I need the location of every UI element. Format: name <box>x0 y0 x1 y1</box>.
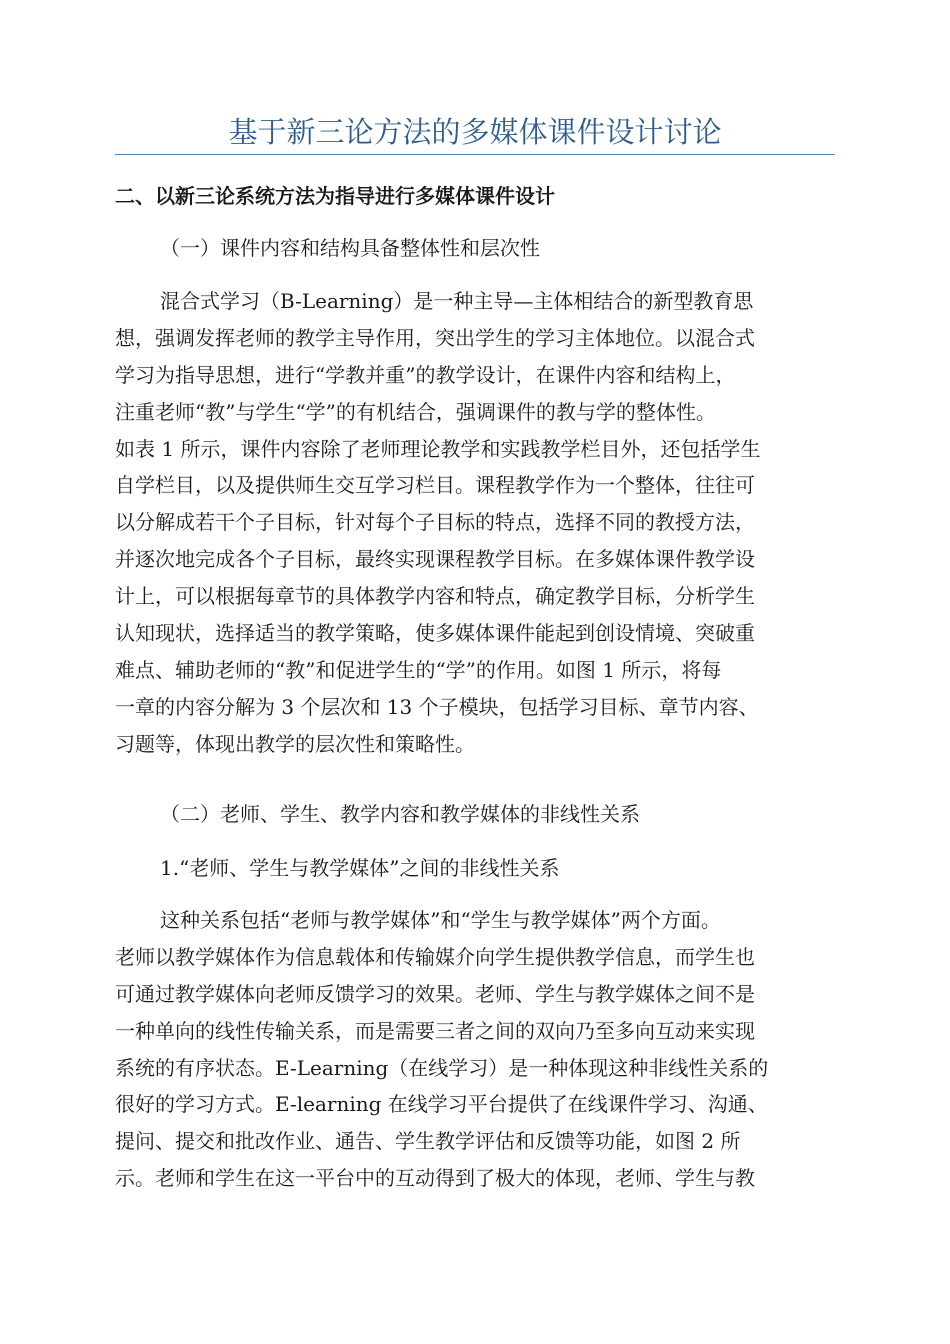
paragraph-1 <box>115 283 835 763</box>
paragraph-line: 这种关系包括“老师与教学媒体”和“学生与教学媒体”两个方面。 <box>160 908 721 932</box>
paragraph-line: 难点、辅助老师的“教”和促进学生的“学”的作用。如图 1 所示，将每 <box>115 657 722 682</box>
paragraph-line: 并逐次地完成各个子目标，最终实现课程教学目标。在多媒体课件教学设 <box>115 547 755 572</box>
paragraph-line: 很好的学习方式。E-learning 在线学习平台提供了在线课件学习、沟通、 <box>115 1092 768 1117</box>
subsection-heading-1: （一）课件内容和结构具备整体性和层次性 <box>160 236 540 260</box>
paragraph-line: 学习为指导思想，进行“学教并重”的教学设计，在课件内容和结构上， <box>115 362 736 387</box>
title-underline <box>115 154 835 155</box>
paragraph-line: 自学栏目，以及提供师生交互学习栏目。课程教学作为一个整体，往往可 <box>115 473 755 498</box>
paragraph-line: 习题等，体现出教学的层次性和策略性。 <box>115 731 475 756</box>
section-heading: 二、以新三论系统方法为指导进行多媒体课件设计 <box>115 184 555 208</box>
paragraph-line: 混合式学习（B-Learning）是一种主导—主体相结合的新型教育思 <box>160 289 754 313</box>
paragraph-line: 认知现状，选择适当的教学策略，使多媒体课件能起到创设情境、突破重 <box>115 621 755 646</box>
subsection-heading-2: （二）老师、学生、教学内容和教学媒体的非线性关系 <box>160 802 640 826</box>
paragraph-line: 系统的有序状态。E-Learning（在线学习）是一种体现这种非线性关系的 <box>115 1055 769 1080</box>
subsection-heading-3: 1.“老师、学生与教学媒体”之间的非线性关系 <box>160 856 560 880</box>
paragraph-line: 一章的内容分解为 3 个层次和 13 个子模块，包括学习目标、章节内容、 <box>115 694 759 719</box>
paragraph-line: 老师以教学媒体作为信息载体和传输媒介向学生提供教学信息，而学生也 <box>115 944 755 969</box>
paragraph-line: 以分解成若干个子目标，针对每个子目标的特点，选择不同的教授方法， <box>115 510 755 535</box>
paragraph-line: 注重老师“教”与学生“学”的有机结合，强调课件的教与学的整体性。 <box>115 399 716 424</box>
paragraph-line: 一种单向的线性传输关系，而是需要三者之间的双向乃至多向互动来实现 <box>115 1018 755 1043</box>
paragraph-line: 示。老师和学生在这一平台中的互动得到了极大的体现，老师、学生与教 <box>115 1166 755 1191</box>
paragraph-line: 计上，可以根据每章节的具体教学内容和特点，确定教学目标，分析学生 <box>115 584 755 609</box>
paragraph-line: 可通过教学媒体向老师反馈学习的效果。老师、学生与教学媒体之间不是 <box>115 981 755 1006</box>
paragraph-line: 提问、提交和批改作业、通告、学生教学评估和反馈等功能，如图 2 所 <box>115 1129 741 1154</box>
document-title: 基于新三论方法的多媒体课件设计讨论 <box>228 115 722 149</box>
paragraph-2 <box>115 902 835 1197</box>
paragraph-line: 想，强调发挥老师的教学主导作用，突出学生的学习主体地位。以混合式 <box>115 325 755 350</box>
paragraph-line: 如表 1 所示，课件内容除了老师理论教学和实践教学栏目外，还包括学生 <box>115 436 761 461</box>
